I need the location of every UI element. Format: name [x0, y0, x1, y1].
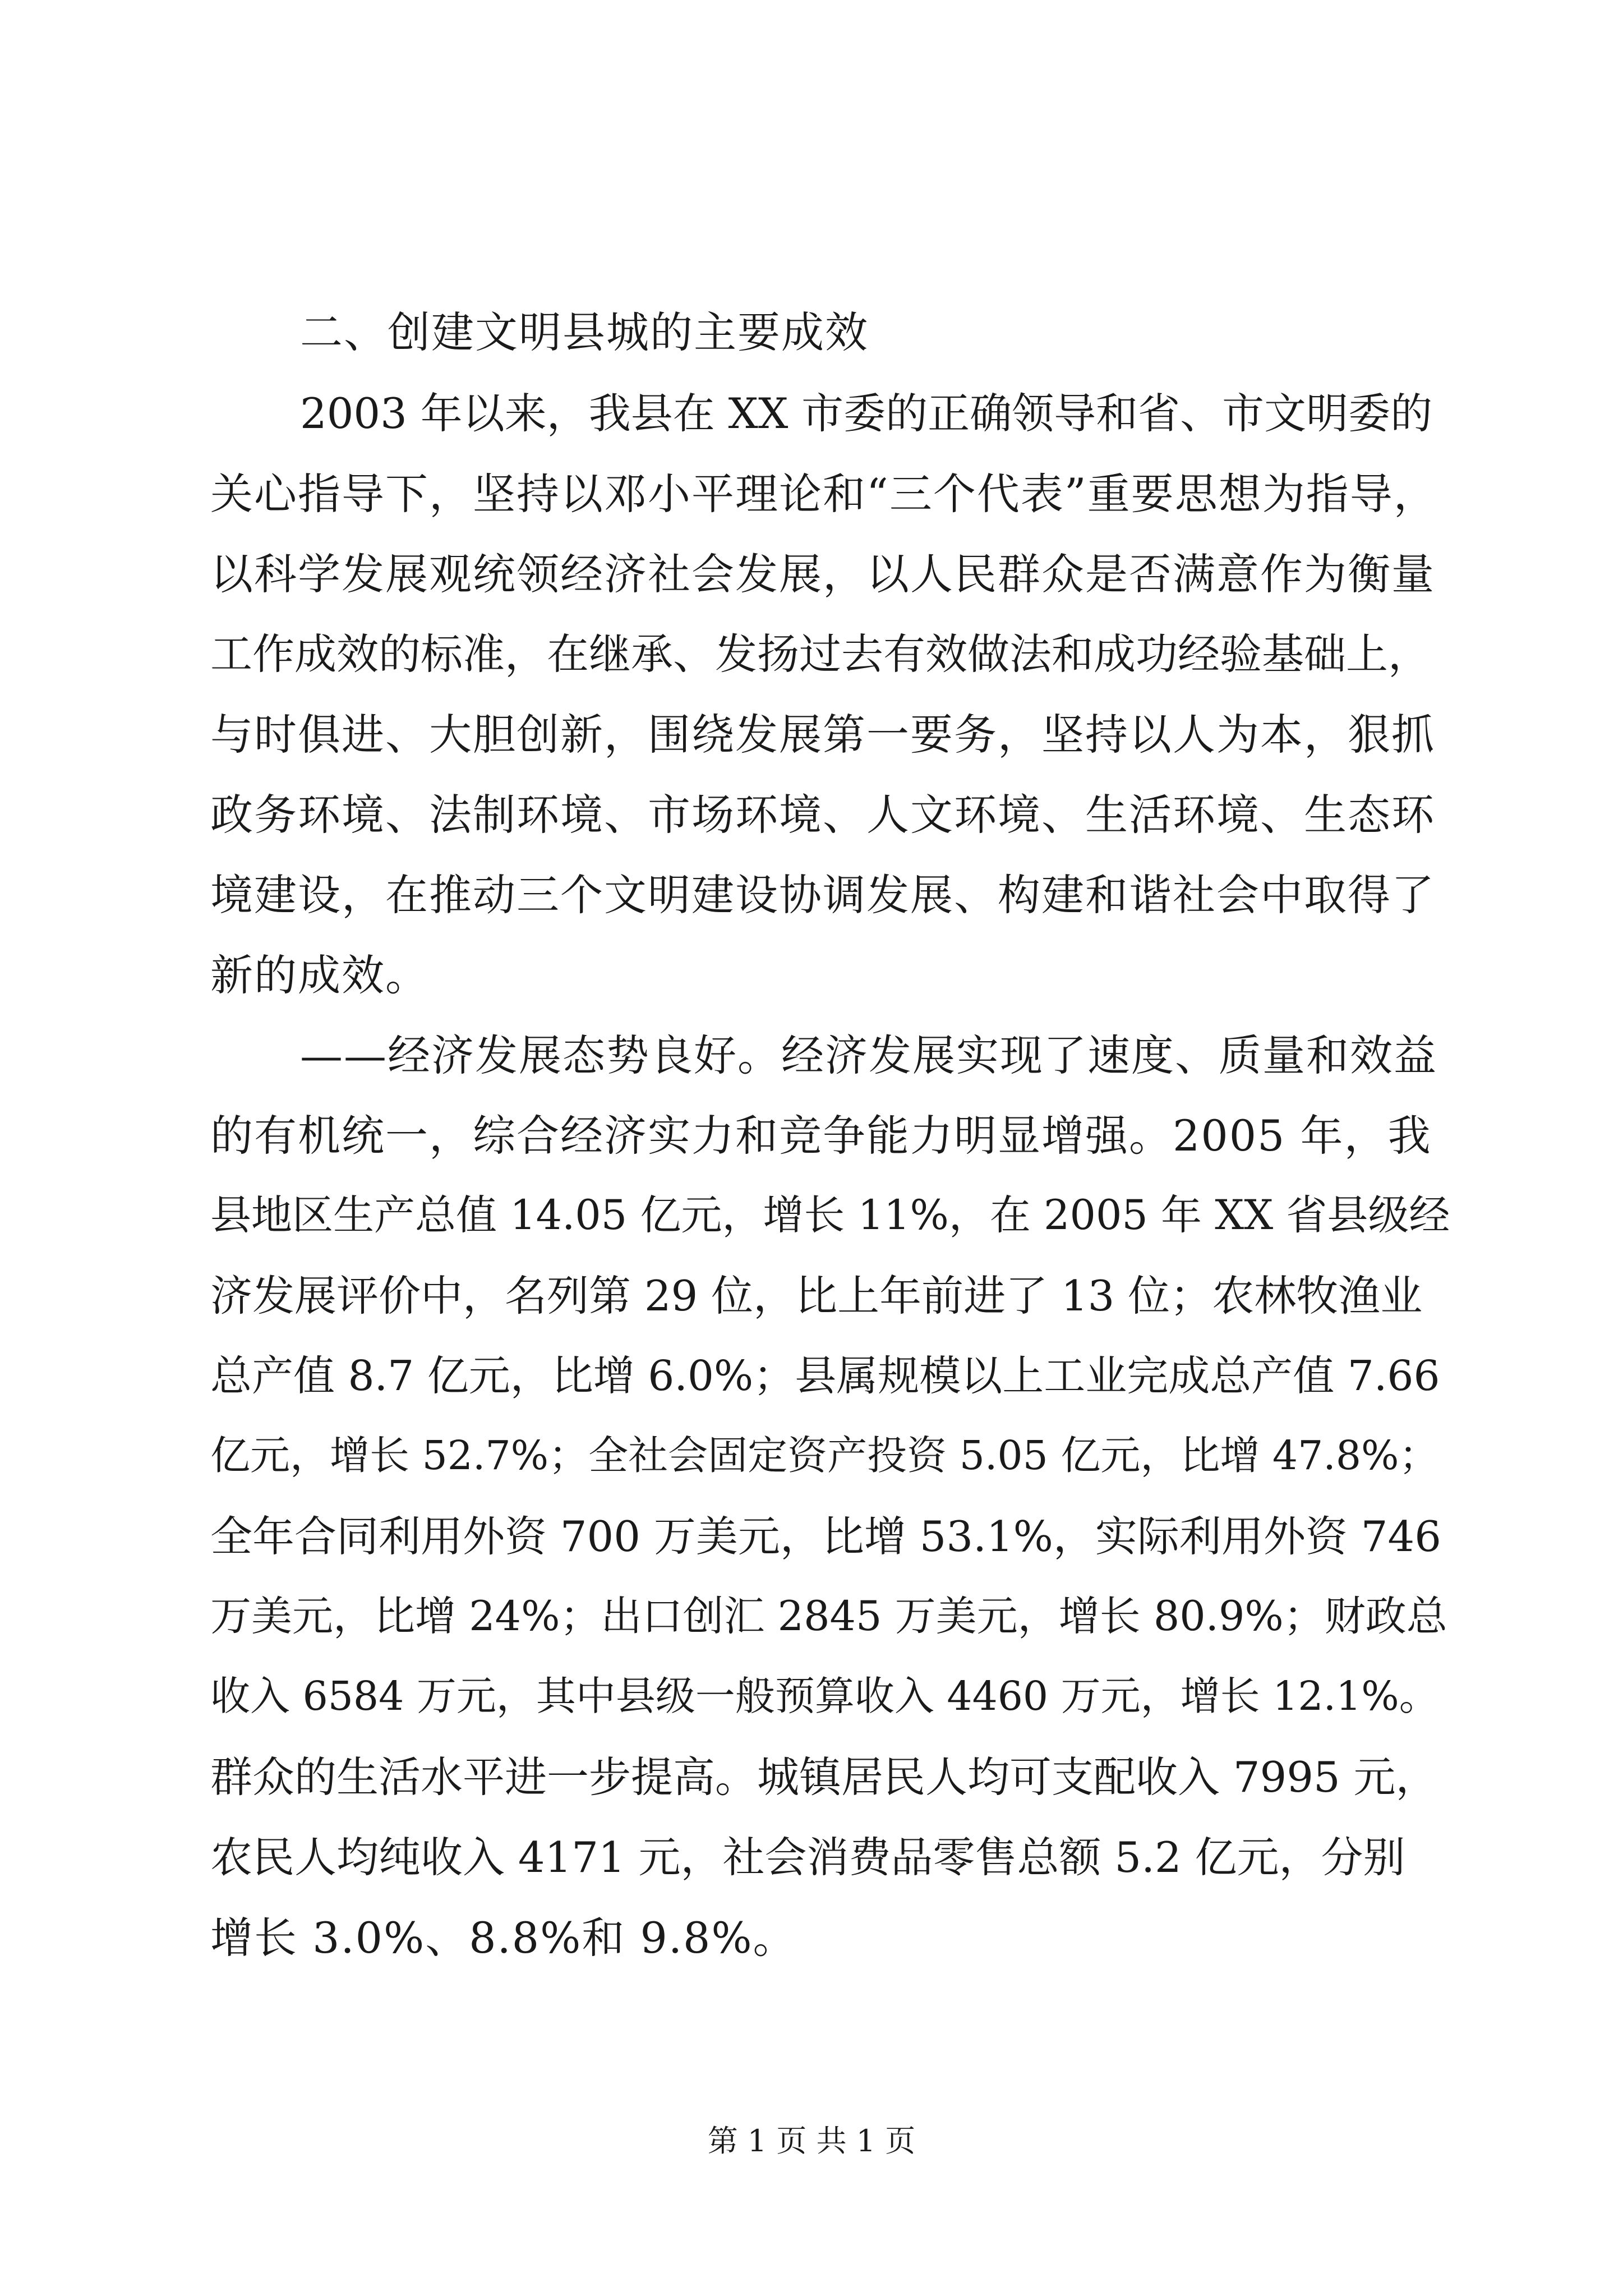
paragraph-line: 总产值 8.7 亿元，比增 6.0%；县属规模以上工业完成总产值 7.66	[210, 1352, 1440, 1400]
paragraph-line: 县地区生产总值 14.05 亿元，增长 11%，在 2005 年 XX 省县级经	[210, 1191, 1450, 1239]
paragraph-line: 与时俱进、大胆创新，围绕发展第一要务，坚持以人为本，狠抓	[210, 710, 1435, 760]
paragraph-line: 济发展评价中，名列第 29 位，比上年前进了 13 位；农林牧渔业	[210, 1271, 1423, 1320]
section-heading: 二、创建文明县城的主要成效	[300, 307, 869, 357]
paragraph-line: ——经济发展态势良好。经济发展实现了速度、质量和效益	[300, 1030, 1437, 1080]
paragraph-line: 的有机统一，综合经济实力和竞争能力明显增强。2005 年，我	[210, 1111, 1432, 1161]
paragraph-line: 工作成效的标准，在继承、发扬过去有效做法和成功经验基础上，	[210, 629, 1431, 679]
paragraph-line: 关心指导下，坚持以邓小平理论和“三个代表”重要思想为指导，	[210, 469, 1437, 519]
paragraph-line: 境建设，在推动三个文明建设协调发展、构建和谐社会中取得了	[210, 870, 1435, 920]
paragraph-line: 万美元，比增 24%；出口创汇 2845 万美元，增长 80.9%；财政总	[210, 1593, 1447, 1640]
paragraph-line: 政务环境、法制环境、市场环境、人文环境、生活环境、生态环	[210, 790, 1435, 840]
paragraph-line: 群众的生活水平进一步提高。城镇居民人均可支配收入 7995 元，	[210, 1752, 1438, 1802]
paragraph-line: 全年合同利用外资 700 万美元，比增 53.1%，实际利用外资 746	[210, 1512, 1441, 1561]
page-footer: 第 1 页 共 1 页	[707, 2123, 916, 2159]
paragraph-line: 以科学发展观统领经济社会发展，以人民群众是否满意作为衡量	[210, 549, 1435, 599]
paragraph-line: 新的成效。	[210, 950, 429, 1000]
paragraph-line: 亿元，增长 52.7%；全社会固定资产投资 5.05 亿元，比增 47.8%；	[210, 1432, 1439, 1479]
paragraph-line: 2003 年以来，我县在 XX 市委的正确领导和省、市文明委的	[300, 389, 1433, 438]
paragraph-line: 收入 6584 万元，其中县级一般预算收入 4460 万元，增长 12.1%。	[210, 1673, 1439, 1719]
paragraph-line: 增长 3.0%、8.8%和 9.8%。	[210, 1913, 797, 1963]
paragraph-line: 农民人均纯收入 4171 元，社会消费品零售总额 5.2 亿元，分别	[210, 1833, 1405, 1882]
